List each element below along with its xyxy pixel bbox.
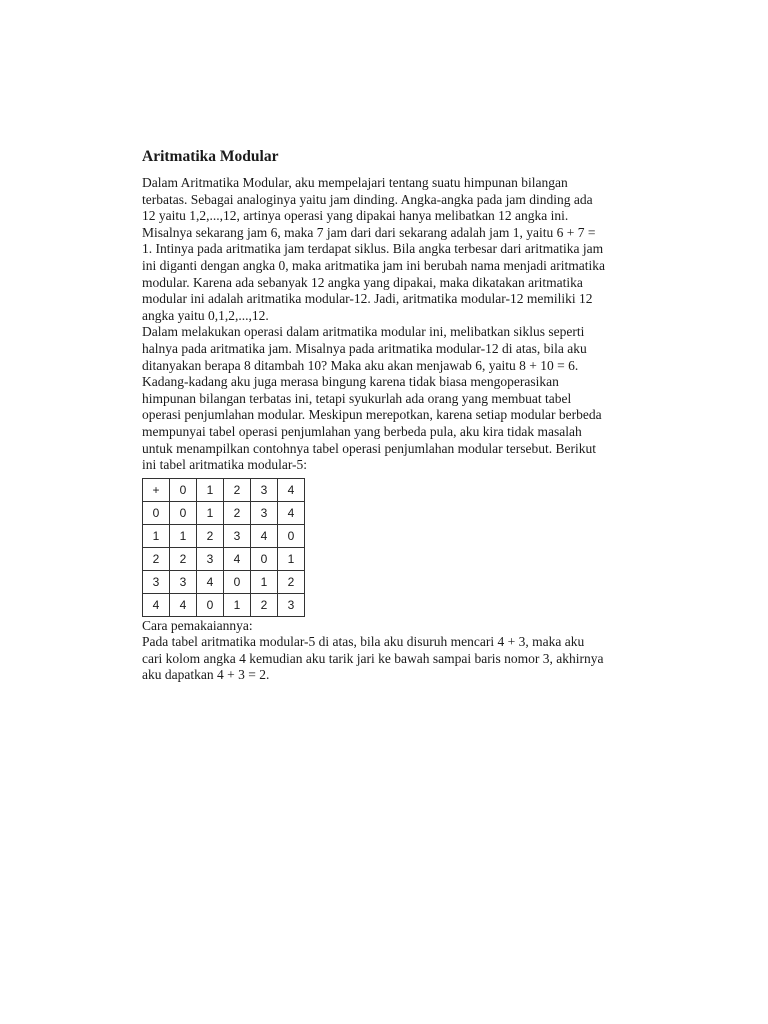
- paragraph-line: halnya pada aritmatika jam. Misalnya pada aritmatika modular-12 di atas, bila aku: [142, 340, 587, 356]
- table-cell: 3: [224, 524, 251, 547]
- table-cell: 0: [170, 501, 197, 524]
- paragraph-line: 12 yaitu 1,2,...,12, artinya operasi yang dipakai hanya melibatkan 12 angka ini.: [142, 208, 569, 224]
- table-cell: 3: [278, 593, 305, 616]
- table-cell: 3: [143, 570, 170, 593]
- table-row: [143, 501, 305, 524]
- table-row: [143, 570, 305, 593]
- paragraph-line: modular. Karena ada sebanyak 12 angka yang dipakai, maka dikatakan aritmatika: [142, 274, 583, 290]
- table-cell: 0: [278, 524, 305, 547]
- table-cell: 4: [278, 478, 305, 501]
- table-cell: 1: [197, 478, 224, 501]
- table-cell: 2: [278, 570, 305, 593]
- usage-heading: Cara pemakaiannya:: [142, 617, 253, 633]
- table-header-row: [143, 478, 305, 501]
- table-cell: 4: [197, 570, 224, 593]
- paragraph-1: [142, 175, 672, 324]
- paragraph-line: Misalnya sekarang jam 6, maka 7 jam dari dari sekarang adalah jam 1, yaitu 6 + 7 =: [142, 224, 596, 240]
- table-cell: 2: [170, 547, 197, 570]
- paragraph-line: Pada tabel aritmatika modular-5 di atas, bila aku disuruh mencari 4 + 3, maka aku: [142, 634, 585, 650]
- table-cell: 1: [170, 524, 197, 547]
- table-cell: 0: [143, 501, 170, 524]
- table-cell: 1: [197, 501, 224, 524]
- paragraph-line: angka yaitu 0,1,2,...,12.: [142, 307, 269, 323]
- table-cell: 1: [224, 593, 251, 616]
- paragraph-line: ditanyakan berapa 8 ditambah 10? Maka aku akan menjawab 6, yaitu 8 + 10 = 6.: [142, 357, 579, 373]
- paragraph-line: Dalam melakukan operasi dalam aritmatika modular ini, melibatkan siklus seperti: [142, 324, 585, 340]
- table-cell: 2: [224, 478, 251, 501]
- document-title: Aritmatika Modular: [142, 148, 279, 165]
- paragraph-line: modular ini adalah aritmatika modular-12. Jadi, aritmatika modular-12 memiliki 12: [142, 291, 593, 307]
- paragraph-line: Dalam Aritmatika Modular, aku mempelajari tentang suatu himpunan bilangan: [142, 175, 568, 190]
- table-cell: 0: [197, 593, 224, 616]
- table-cell: 3: [251, 501, 278, 524]
- table-cell: 3: [197, 547, 224, 570]
- table-cell: 3: [170, 570, 197, 593]
- paragraph-line: operasi penjumlahan modular. Meskipun merepotkan, karena setiap modular berbeda: [142, 407, 602, 423]
- table-row: [143, 524, 305, 547]
- table-cell: 3: [251, 478, 278, 501]
- table-cell: 4: [170, 593, 197, 616]
- paragraph-2: [142, 324, 672, 473]
- paragraph-line: Kadang-kadang aku juga merasa bingung karena tidak biasa mengoperasikan: [142, 374, 559, 390]
- document-page: [142, 147, 672, 684]
- table-row: [143, 547, 305, 570]
- table-cell: 1: [251, 570, 278, 593]
- paragraph-line: himpunan bilangan terbatas ini, tetapi syukurlah ada orang yang membuat tabel: [142, 390, 572, 406]
- paragraph-line: cari kolom angka 4 kemudian aku tarik jari ke bawah sampai baris nomor 3, akhirnya: [142, 650, 604, 666]
- usage-paragraph: [142, 618, 672, 684]
- table-cell: 4: [278, 501, 305, 524]
- modular-5-addition-table: [142, 478, 305, 617]
- paragraph-line: mempunyai tabel operasi penjumlahan yang berbeda pula, aku kira tidak masalah: [142, 423, 582, 439]
- table-cell: 1: [278, 547, 305, 570]
- table-cell: 2: [224, 501, 251, 524]
- table-cell: 2: [143, 547, 170, 570]
- table-cell: 4: [143, 593, 170, 616]
- paragraph-line: aku dapatkan 4 + 3 = 2.: [142, 667, 270, 683]
- paragraph-line: untuk menampilkan contohnya tabel operasi penjumlahan modular tersebut. Berikut: [142, 440, 597, 456]
- paragraph-line: ini diganti dengan angka 0, maka aritmatika jam ini berubah nama menjadi aritmatika: [142, 257, 605, 273]
- table-cell: +: [143, 478, 170, 501]
- table-cell: 1: [143, 524, 170, 547]
- table-cell: 0: [170, 478, 197, 501]
- paragraph-line: terbatas. Sebagai analoginya yaitu jam dinding. Angka-angka pada jam dinding ada: [142, 191, 593, 207]
- table-cell: 0: [224, 570, 251, 593]
- table-cell: 4: [224, 547, 251, 570]
- table-cell: 0: [251, 547, 278, 570]
- table-row: [143, 593, 305, 616]
- table-cell: 2: [251, 593, 278, 616]
- table-cell: 4: [251, 524, 278, 547]
- paragraph-line: 1. Intinya pada aritmatika jam terdapat siklus. Bila angka terbesar dari aritmatika jam: [142, 241, 604, 257]
- paragraph-line: ini tabel aritmatika modular-5:: [142, 457, 308, 473]
- table-cell: 2: [197, 524, 224, 547]
